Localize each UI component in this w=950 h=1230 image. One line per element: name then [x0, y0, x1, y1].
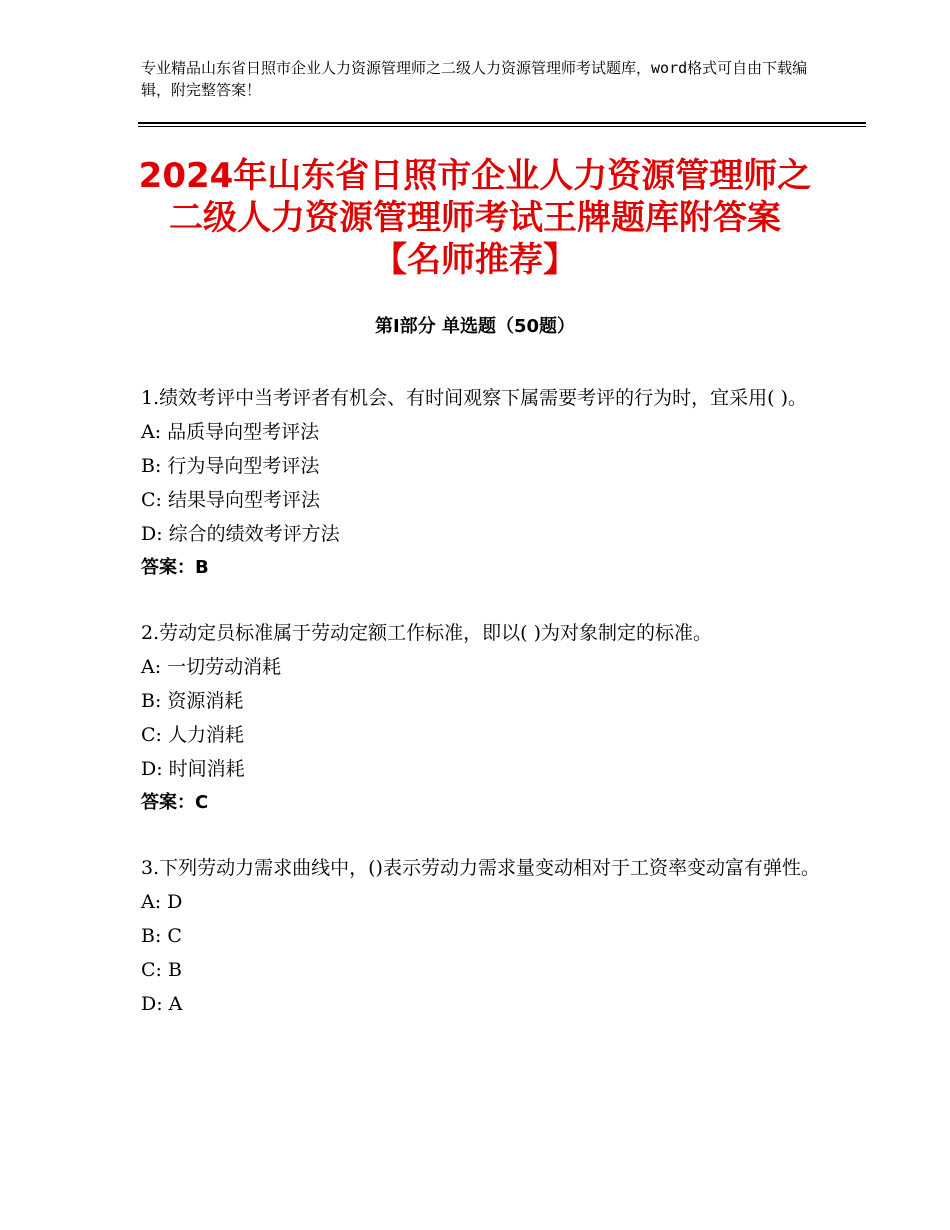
option-a: A: 一切劳动消耗 — [141, 656, 282, 678]
header-divider-thick — [138, 122, 866, 124]
document-title — [100, 155, 850, 281]
question-stem: 1.绩效考评中当考评者有机会、有时间观察下属需要考评的行为时，宜采用( )。 — [141, 387, 807, 409]
option-d: D: 时间消耗 — [141, 758, 245, 780]
question-list — [141, 381, 831, 1052]
option-d: D: A — [141, 993, 183, 1015]
section-heading: 第Ⅰ部分 单选题（50题） — [374, 316, 575, 337]
title-line-1: 2024年山东省日照市企业人力资源管理师之 — [138, 156, 812, 196]
question-1 — [141, 381, 831, 585]
option-c: C: B — [141, 959, 182, 981]
question-2 — [141, 616, 831, 820]
title-line-2: 二级人力资源管理师考试王牌题库附答案 — [169, 198, 781, 238]
option-b: B: C — [141, 925, 182, 947]
option-c: C: 人力消耗 — [141, 724, 244, 746]
option-b: B: 行为导向型考评法 — [141, 455, 320, 477]
title-line-3: 【名师推荐】 — [373, 240, 577, 280]
question-stem: 3.下列劳动力需求曲线中，()表示劳动力需求量变动相对于工资率变动富有弹性。 — [141, 857, 820, 879]
option-c: C: 结果导向型考评法 — [141, 489, 320, 511]
header-note: 专业精品山东省日照市企业人力资源管理师之二级人力资源管理师考试题库，word格式可自由下载编辑，附完整答案！ — [141, 59, 808, 99]
header-divider-thin — [138, 126, 866, 127]
question-stem: 2.劳动定员标准属于劳动定额工作标准，即以( )为对象制定的标准。 — [141, 622, 712, 644]
option-b: B: 资源消耗 — [141, 690, 244, 712]
answer: 答案：B — [141, 557, 209, 578]
option-a: A: D — [141, 891, 183, 913]
option-a: A: 品质导向型考评法 — [141, 421, 320, 443]
answer: 答案：C — [141, 792, 209, 813]
option-d: D: 综合的绩效考评方法 — [141, 523, 340, 545]
question-3 — [141, 851, 831, 1021]
